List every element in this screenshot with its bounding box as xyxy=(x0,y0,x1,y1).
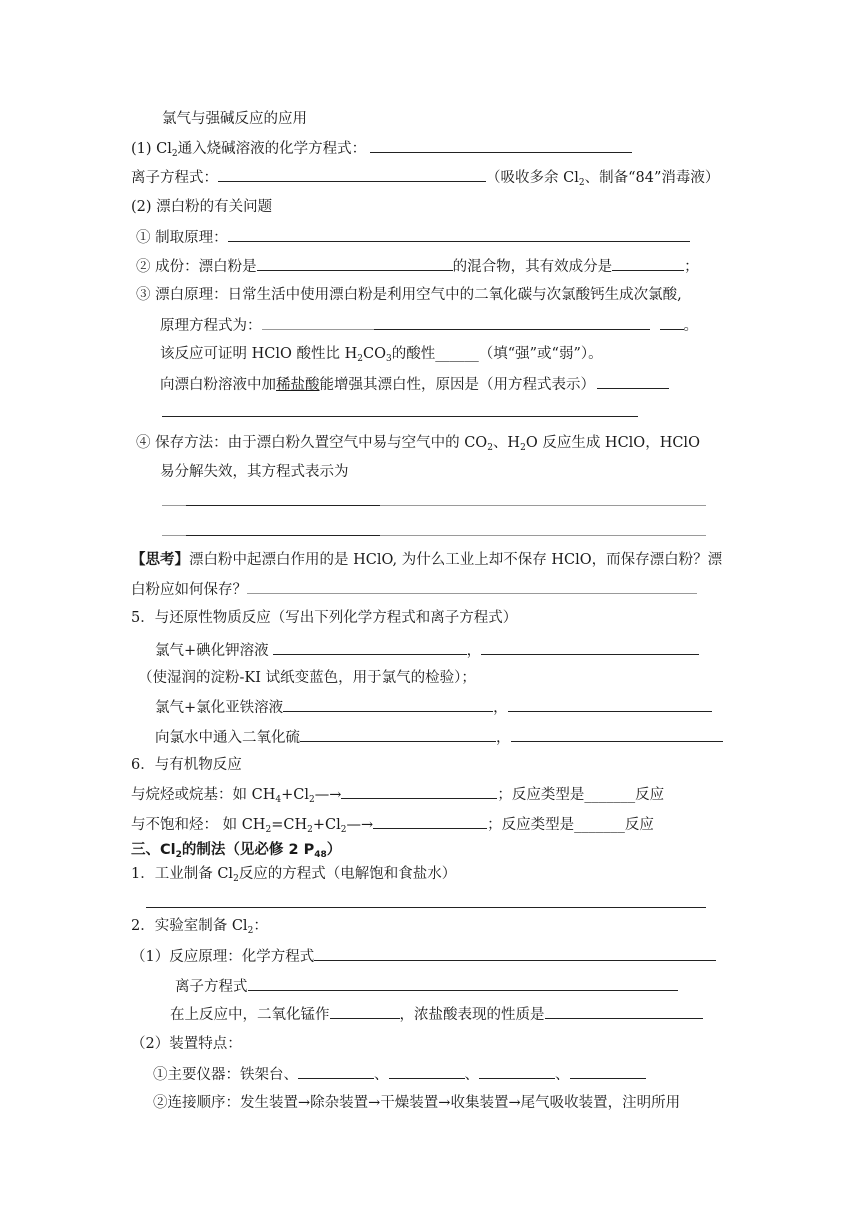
ion-line: 离子方程式： （吸收多余 $Cl_2$、制备“84”消毒液） xyxy=(131,167,719,188)
answer-blank[interactable] xyxy=(373,814,487,829)
answer-blank[interactable] xyxy=(612,256,684,271)
s6-item-1: 与烷烃或烷基：如 $CH_4+Cl_2—\to$ ；反应类型是_______反应 xyxy=(131,784,664,805)
answer-blank[interactable] xyxy=(283,697,493,712)
answer-blank[interactable] xyxy=(597,374,669,389)
section-title: 氯气与强碱反应的应用 xyxy=(162,111,307,127)
answer-blank[interactable] xyxy=(511,727,723,742)
answer-blank[interactable] xyxy=(545,1004,703,1019)
answer-line[interactable] xyxy=(146,907,706,908)
answer-blank[interactable] xyxy=(273,640,467,655)
answer-blank[interactable] xyxy=(247,579,697,594)
item-3-add-acid: 向漂白粉溶液中加稀盐酸能增强其漂白性，原因是（用方程式表示） xyxy=(160,374,669,395)
apparatus-heading: （2）装置特点： xyxy=(131,1036,242,1052)
answer-blank[interactable] xyxy=(262,315,374,330)
think-line-1: 【思考】漂白粉中起漂白作用的是 HClO, 为什么工业上却不保存 HClO，而保存漂白粉？漂 xyxy=(131,551,723,568)
answer-blank[interactable] xyxy=(341,784,497,799)
item-3: ③ 漂白原理：日常生活中使用漂白粉是利用空气中的二氧化碳与次氯酸钙生成次氯酸, xyxy=(136,287,682,303)
think-line-2: 白粉应如何保存？ xyxy=(131,579,697,600)
answer-blank[interactable] xyxy=(479,1064,555,1079)
apparatus-order: ②连接顺序：发生装置→除杂装置→干燥装置→收集装置→尾气吸收装置，注明所用 xyxy=(153,1095,681,1111)
section-5: 5．与还原性物质反应（写出下列化学方程式和离子方程式） xyxy=(131,610,518,626)
s5-note: （使湿润的淀粉-KI 试纸变蓝色，用于氯气的检验）； xyxy=(138,670,476,686)
item-4-cont: 易分解失效，其方程式表示为 xyxy=(160,464,349,480)
answer-blank[interactable] xyxy=(508,697,712,712)
section-6: 6．与有机物反应 xyxy=(131,757,242,773)
item-4: ④ 保存方法：由于漂白粉久置空气中易与空气中的 $CO_2$、$H_2O$ 反应生成 HClO，HClO xyxy=(136,435,700,453)
q1-line: (1) $Cl_2$通入烧碱溶液的化学方程式： xyxy=(131,138,632,159)
answer-line[interactable] xyxy=(162,416,638,417)
answer-blank[interactable] xyxy=(660,315,684,330)
prep-1: 1．工业制备 $Cl_2$反应的方程式（电解饱和食盐水） xyxy=(131,866,457,884)
section-3-heading: 三、$Cl_2$的制法（见必修 2 $P_{48}$） xyxy=(131,842,342,860)
s6-item-2: 与不饱和烃： 如 $CH_2=CH_2+Cl_2—\to$ ；反应类型是_______反应 xyxy=(131,814,654,835)
answer-blank[interactable] xyxy=(314,946,716,961)
s5-item-1: 氯气+碘化钾溶液 ， xyxy=(155,640,699,661)
principle-ion: 离子方程式 xyxy=(175,976,678,997)
answer-blank[interactable] xyxy=(570,1064,646,1079)
item-1: ① 制取原理： xyxy=(136,227,690,248)
answer-blank[interactable] xyxy=(389,1064,465,1079)
answer-blank[interactable] xyxy=(298,1064,374,1079)
answer-blank[interactable] xyxy=(481,640,699,655)
answer-line[interactable] xyxy=(186,535,380,536)
answer-blank[interactable] xyxy=(218,167,486,182)
principle-equation: （1）反应原理：化学方程式 xyxy=(131,946,716,967)
apparatus-instruments: ①主要仪器：铁架台、 、 、 、 xyxy=(153,1064,646,1085)
q2-heading: (2) 漂白粉的有关问题 xyxy=(131,199,273,215)
item-3-equation: 原理方程式为： 。 xyxy=(160,315,698,336)
principle-roles: 在上反应中，二氧化锰作 ，浓盐酸表现的性质是 xyxy=(170,1004,703,1025)
answer-blank[interactable] xyxy=(228,227,690,242)
answer-blank[interactable] xyxy=(370,138,632,153)
answer-blank[interactable] xyxy=(300,727,496,742)
answer-blank[interactable] xyxy=(330,1004,400,1019)
s5-item-3: 向氯水中通入二氧化硫 ， xyxy=(155,727,723,748)
item-3-prove: 该反应可证明 HClO 酸性比 $H_2CO_3$的酸性______（填“强”或“弱”）。 xyxy=(160,346,603,364)
answer-line[interactable] xyxy=(186,505,380,506)
answer-blank[interactable] xyxy=(248,976,678,991)
prep-2: 2．实验室制备 $Cl_2$： xyxy=(131,918,268,936)
s5-item-2: 氯气+氯化亚铁溶液 ， xyxy=(155,697,712,718)
answer-blank[interactable] xyxy=(257,256,453,271)
answer-blank[interactable] xyxy=(374,315,650,330)
item-2: ② 成份：漂白粉是 的混合物，其有效成分是 ； xyxy=(136,256,699,277)
